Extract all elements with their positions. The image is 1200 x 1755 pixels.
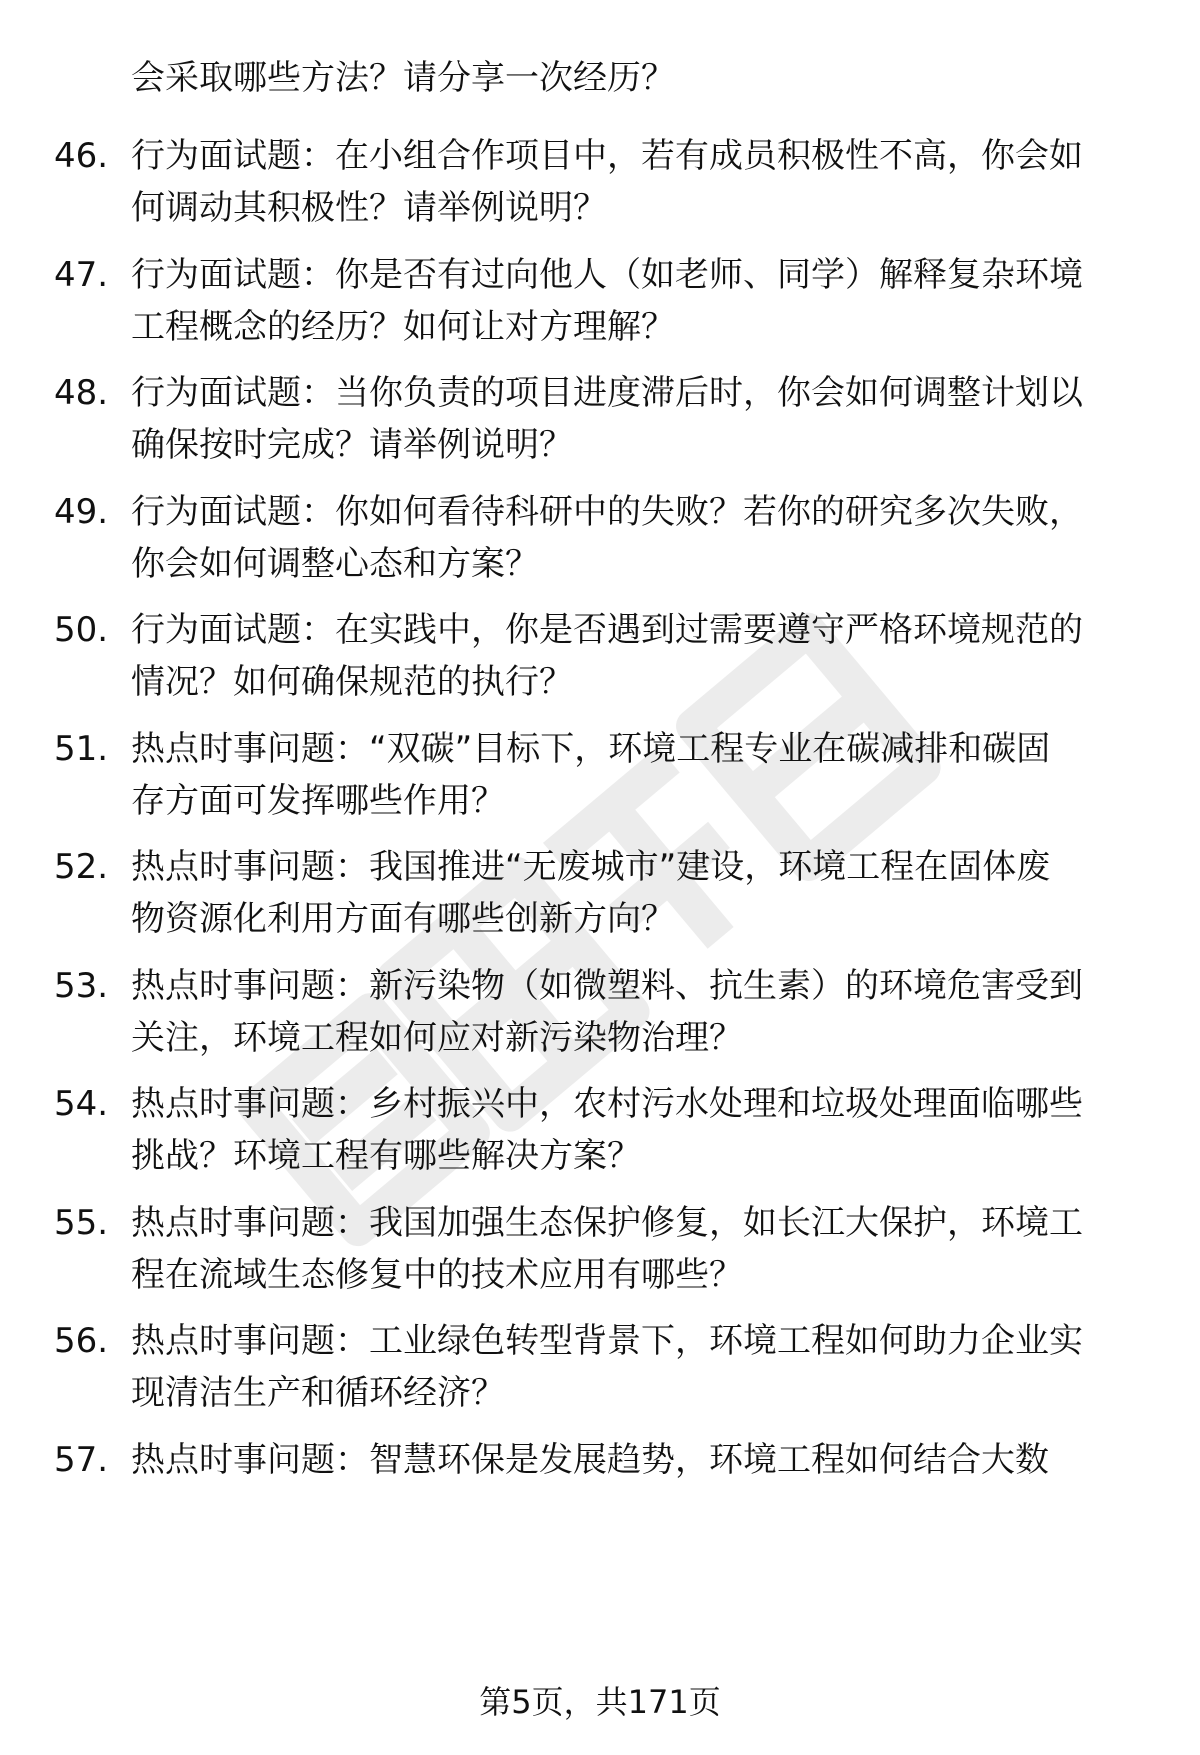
item-text-line: 物资源化利用方面有哪些创新方向？ [131,899,675,939]
item-number: 46. [54,136,109,176]
item-text-line: 行为面试题：在小组合作项目中，若有成员积极性不高，你会如 [131,136,1083,176]
item-number: 52. [54,847,109,887]
item-number: 50. [54,610,109,650]
item-number: 54. [54,1084,109,1124]
item-text [131,604,1141,708]
item-text [131,960,1141,1064]
item-text-line: 行为面试题：你如何看待科研中的失败？若你的研究多次失败， [131,491,1083,532]
item-number: 47. [54,254,109,295]
item-number: 53. [54,965,109,1006]
item-number: 57. [54,1439,109,1480]
item-text-line: 行为面试题：当你负责的项目进度滞后时，你会如何调整计划以 [131,373,1083,413]
item-text [131,130,1141,234]
item-text-line: 你会如何调整心态和方案？ [131,543,539,584]
item-text [131,1197,1141,1301]
item-text-line: 挑战？环境工程有哪些解决方案？ [131,1136,641,1176]
item-text-line: 行为面试题：你是否有过向他人（如老师、同学）解释复杂环境 [131,254,1083,295]
page-footer: 第5页，共171页 [479,1683,721,1721]
item-text-line: 热点时事问题：我国推进“无废城市”建设，环境工程在固体废 [131,847,1051,887]
item-text-line: 确保按时完成？请举例说明？ [131,425,573,465]
item-text-line: 热点时事问题：“双碳”目标下，环境工程专业在碳减排和碳固 [131,728,1051,769]
item-text [131,249,1141,353]
item-text [131,367,1141,471]
item-text-line: 热点时事问题：智慧环保是发展趋势，环境工程如何结合大数 [131,1439,1049,1480]
item-text-line: 程在流域生态修复中的技术应用有哪些？ [131,1254,743,1295]
item-text [131,841,1141,945]
item-text-line: 热点时事问题：乡村振兴中，农村污水处理和垃圾处理面临哪些 [131,1084,1083,1124]
item-text [131,723,1141,827]
item-text-line: 关注，环境工程如何应对新污染物治理？ [131,1017,743,1058]
item-text-line: 热点时事问题：工业绿色转型背景下，环境工程如何助力企业实 [131,1321,1083,1361]
item-text-line: 现清洁生产和循环经济？ [131,1373,505,1413]
item-text [131,486,1141,590]
item-text-line: 情况？如何确保规范的执行？ [131,662,573,702]
continuation-line: 会采取哪些方法？请分享一次经历？ [131,58,675,98]
item-text [131,1434,1141,1486]
item-number: 55. [54,1202,109,1243]
item-text-line: 热点时事问题：新污染物（如微塑料、抗生素）的环境危害受到 [131,965,1083,1006]
item-text-line: 热点时事问题：我国加强生态保护修复，如长江大保护，环境工 [131,1202,1083,1243]
item-number: 56. [54,1321,109,1361]
item-text-line: 存方面可发挥哪些作用？ [131,780,505,821]
item-text [131,1078,1141,1182]
item-text-line: 行为面试题：在实践中，你是否遇到过需要遵守严格环境规范的 [131,610,1083,650]
item-text [131,1315,1141,1419]
item-number: 48. [54,373,109,413]
item-text-line: 工程概念的经历？如何让对方理解？ [131,306,675,347]
item-number: 49. [54,491,109,532]
item-number: 51. [54,728,109,769]
item-text-line: 何调动其积极性？请举例说明？ [131,188,607,228]
